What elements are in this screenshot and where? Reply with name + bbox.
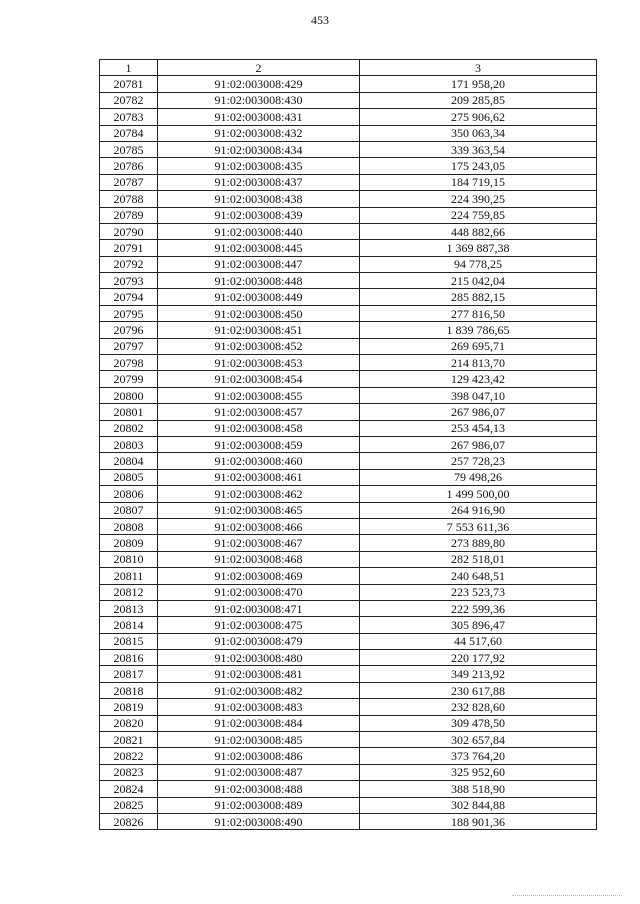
table-row <box>100 748 597 764</box>
table-row <box>100 502 597 518</box>
row-number-cell: 20812 <box>100 584 158 600</box>
value-cell: 373 764,20 <box>360 748 597 764</box>
table-row <box>100 600 597 616</box>
page-number: 453 <box>311 13 329 27</box>
table-row <box>100 518 597 534</box>
row-number-cell: 20821 <box>100 732 158 748</box>
row-number-cell: 20823 <box>100 764 158 780</box>
table-row <box>100 387 597 403</box>
row-number-cell: 20820 <box>100 715 158 731</box>
cadastral-number-cell: 91:02:003008:489 <box>158 797 360 813</box>
cadastral-number-cell: 91:02:003008:452 <box>158 338 360 354</box>
table-row <box>100 797 597 813</box>
row-number-cell: 20811 <box>100 568 158 584</box>
cadastral-number-cell: 91:02:003008:458 <box>158 420 360 436</box>
row-number-cell: 20792 <box>100 256 158 272</box>
cadastral-number-cell: 91:02:003008:430 <box>158 92 360 108</box>
row-number-cell: 20806 <box>100 486 158 502</box>
cadastral-number-cell: 91:02:003008:454 <box>158 371 360 387</box>
row-number-cell: 20788 <box>100 191 158 207</box>
value-cell: 209 285,85 <box>360 92 597 108</box>
table-row <box>100 174 597 190</box>
table-row <box>100 125 597 141</box>
row-number-cell: 20814 <box>100 617 158 633</box>
table-row <box>100 404 597 420</box>
table-row <box>100 568 597 584</box>
value-cell: 215 042,04 <box>360 273 597 289</box>
value-cell: 264 916,90 <box>360 502 597 518</box>
row-number-cell: 20793 <box>100 273 158 289</box>
table-row <box>100 535 597 551</box>
value-cell: 79 498,26 <box>360 469 597 485</box>
table-row <box>100 469 597 485</box>
row-number-cell: 20808 <box>100 518 158 534</box>
value-cell: 1 839 786,65 <box>360 322 597 338</box>
cadastral-number-cell: 91:02:003008:438 <box>158 191 360 207</box>
row-number-cell: 20782 <box>100 92 158 108</box>
table-row <box>100 141 597 157</box>
value-cell: 188 901,36 <box>360 813 597 829</box>
cadastral-number-cell: 91:02:003008:457 <box>158 404 360 420</box>
table-row <box>100 420 597 436</box>
cadastral-number-cell: 91:02:003008:487 <box>158 764 360 780</box>
header-row <box>100 60 597 76</box>
row-number-cell: 20805 <box>100 469 158 485</box>
cadastral-number-cell: 91:02:003008:460 <box>158 453 360 469</box>
value-cell: 388 518,90 <box>360 781 597 797</box>
value-cell: 275 906,62 <box>360 109 597 125</box>
row-number-cell: 20826 <box>100 813 158 829</box>
table-row <box>100 273 597 289</box>
row-number-cell: 20819 <box>100 699 158 715</box>
table-row <box>100 158 597 174</box>
row-number-cell: 20822 <box>100 748 158 764</box>
row-number-cell: 20815 <box>100 633 158 649</box>
cadastral-number-cell: 91:02:003008:429 <box>158 76 360 92</box>
cadastral-number-cell: 91:02:003008:486 <box>158 748 360 764</box>
table-row <box>100 781 597 797</box>
row-number-cell: 20799 <box>100 371 158 387</box>
cadastral-number-cell: 91:02:003008:488 <box>158 781 360 797</box>
table-row <box>100 764 597 780</box>
row-number-cell: 20796 <box>100 322 158 338</box>
row-number-cell: 20783 <box>100 109 158 125</box>
table-row <box>100 371 597 387</box>
value-cell: 349 213,92 <box>360 666 597 682</box>
header-cell-2: 2 <box>158 60 360 76</box>
cadastral-number-cell: 91:02:003008:470 <box>158 584 360 600</box>
table-row <box>100 551 597 567</box>
row-number-cell: 20797 <box>100 338 158 354</box>
row-number-cell: 20786 <box>100 158 158 174</box>
cadastral-number-cell: 91:02:003008:468 <box>158 551 360 567</box>
value-cell: 240 648,51 <box>360 568 597 584</box>
value-cell: 302 844,88 <box>360 797 597 813</box>
value-cell: 223 523,73 <box>360 584 597 600</box>
scan-artifact <box>512 895 622 898</box>
table-row <box>100 699 597 715</box>
cadastral-number-cell: 91:02:003008:432 <box>158 125 360 141</box>
table-row <box>100 256 597 272</box>
value-cell: 339 363,54 <box>360 141 597 157</box>
table-row <box>100 305 597 321</box>
register-table <box>99 59 597 830</box>
value-cell: 220 177,92 <box>360 650 597 666</box>
value-cell: 1 499 500,00 <box>360 486 597 502</box>
value-cell: 214 813,70 <box>360 355 597 371</box>
table-row <box>100 223 597 239</box>
value-cell: 184 719,15 <box>360 174 597 190</box>
cadastral-number-cell: 91:02:003008:431 <box>158 109 360 125</box>
cadastral-number-cell: 91:02:003008:467 <box>158 535 360 551</box>
cadastral-number-cell: 91:02:003008:451 <box>158 322 360 338</box>
value-cell: 129 423,42 <box>360 371 597 387</box>
cadastral-number-cell: 91:02:003008:453 <box>158 355 360 371</box>
row-number-cell: 20804 <box>100 453 158 469</box>
row-number-cell: 20807 <box>100 502 158 518</box>
value-cell: 273 889,80 <box>360 535 597 551</box>
cadastral-number-cell: 91:02:003008:462 <box>158 486 360 502</box>
row-number-cell: 20795 <box>100 305 158 321</box>
cadastral-number-cell: 91:02:003008:479 <box>158 633 360 649</box>
table-row <box>100 76 597 92</box>
value-cell: 230 617,88 <box>360 682 597 698</box>
value-cell: 309 478,50 <box>360 715 597 731</box>
table-row <box>100 584 597 600</box>
cadastral-number-cell: 91:02:003008:445 <box>158 240 360 256</box>
row-number-cell: 20794 <box>100 289 158 305</box>
value-cell: 224 390,25 <box>360 191 597 207</box>
cadastral-number-cell: 91:02:003008:480 <box>158 650 360 666</box>
table-row <box>100 453 597 469</box>
row-number-cell: 20798 <box>100 355 158 371</box>
row-number-cell: 20785 <box>100 141 158 157</box>
value-cell: 253 454,13 <box>360 420 597 436</box>
cadastral-number-cell: 91:02:003008:465 <box>158 502 360 518</box>
value-cell: 175 243,05 <box>360 158 597 174</box>
header-cell-1: 1 <box>100 60 158 76</box>
cadastral-number-cell: 91:02:003008:459 <box>158 436 360 452</box>
table-row <box>100 617 597 633</box>
cadastral-number-cell: 91:02:003008:448 <box>158 273 360 289</box>
table-row <box>100 92 597 108</box>
value-cell: 222 599,36 <box>360 600 597 616</box>
cadastral-number-cell: 91:02:003008:483 <box>158 699 360 715</box>
row-number-cell: 20803 <box>100 436 158 452</box>
row-number-cell: 20813 <box>100 600 158 616</box>
cadastral-number-cell: 91:02:003008:449 <box>158 289 360 305</box>
row-number-cell: 20784 <box>100 125 158 141</box>
table-row <box>100 682 597 698</box>
cadastral-number-cell: 91:02:003008:461 <box>158 469 360 485</box>
cadastral-number-cell: 91:02:003008:435 <box>158 158 360 174</box>
cadastral-number-cell: 91:02:003008:440 <box>158 223 360 239</box>
value-cell: 44 517,60 <box>360 633 597 649</box>
cadastral-number-cell: 91:02:003008:455 <box>158 387 360 403</box>
cadastral-number-cell: 91:02:003008:434 <box>158 141 360 157</box>
cadastral-number-cell: 91:02:003008:437 <box>158 174 360 190</box>
row-number-cell: 20817 <box>100 666 158 682</box>
table-row <box>100 650 597 666</box>
table-row <box>100 338 597 354</box>
row-number-cell: 20781 <box>100 76 158 92</box>
table-row <box>100 715 597 731</box>
row-number-cell: 20800 <box>100 387 158 403</box>
table-body <box>100 76 597 830</box>
table-row <box>100 322 597 338</box>
value-cell: 285 882,15 <box>360 289 597 305</box>
value-cell: 224 759,85 <box>360 207 597 223</box>
row-number-cell: 20787 <box>100 174 158 190</box>
row-number-cell: 20789 <box>100 207 158 223</box>
row-number-cell: 20801 <box>100 404 158 420</box>
table-row <box>100 732 597 748</box>
value-cell: 282 518,01 <box>360 551 597 567</box>
cadastral-number-cell: 91:02:003008:471 <box>158 600 360 616</box>
table-row <box>100 191 597 207</box>
row-number-cell: 20816 <box>100 650 158 666</box>
value-cell: 325 952,60 <box>360 764 597 780</box>
value-cell: 267 986,07 <box>360 404 597 420</box>
table-row <box>100 486 597 502</box>
cadastral-number-cell: 91:02:003008:482 <box>158 682 360 698</box>
table-row <box>100 109 597 125</box>
row-number-cell: 20809 <box>100 535 158 551</box>
row-number-cell: 20818 <box>100 682 158 698</box>
value-cell: 302 657,84 <box>360 732 597 748</box>
cadastral-number-cell: 91:02:003008:469 <box>158 568 360 584</box>
table-row <box>100 289 597 305</box>
cadastral-number-cell: 91:02:003008:490 <box>158 813 360 829</box>
table-row <box>100 633 597 649</box>
value-cell: 232 828,60 <box>360 699 597 715</box>
cadastral-number-cell: 91:02:003008:475 <box>158 617 360 633</box>
table-row <box>100 355 597 371</box>
cadastral-number-cell: 91:02:003008:447 <box>158 256 360 272</box>
value-cell: 398 047,10 <box>360 387 597 403</box>
row-number-cell: 20824 <box>100 781 158 797</box>
row-number-cell: 20825 <box>100 797 158 813</box>
cadastral-number-cell: 91:02:003008:439 <box>158 207 360 223</box>
cadastral-number-cell: 91:02:003008:450 <box>158 305 360 321</box>
value-cell: 269 695,71 <box>360 338 597 354</box>
value-cell: 1 369 887,38 <box>360 240 597 256</box>
row-number-cell: 20802 <box>100 420 158 436</box>
header-cell-3: 3 <box>360 60 597 76</box>
row-number-cell: 20791 <box>100 240 158 256</box>
cadastral-number-cell: 91:02:003008:481 <box>158 666 360 682</box>
table-row <box>100 240 597 256</box>
value-cell: 267 986,07 <box>360 436 597 452</box>
table-row <box>100 436 597 452</box>
row-number-cell: 20810 <box>100 551 158 567</box>
value-cell: 171 958,20 <box>360 76 597 92</box>
value-cell: 448 882,66 <box>360 223 597 239</box>
value-cell: 7 553 611,36 <box>360 518 597 534</box>
value-cell: 350 063,34 <box>360 125 597 141</box>
value-cell: 305 896,47 <box>360 617 597 633</box>
value-cell: 277 816,50 <box>360 305 597 321</box>
cadastral-number-cell: 91:02:003008:484 <box>158 715 360 731</box>
value-cell: 257 728,23 <box>360 453 597 469</box>
cadastral-number-cell: 91:02:003008:466 <box>158 518 360 534</box>
table-row <box>100 813 597 829</box>
table-row <box>100 666 597 682</box>
row-number-cell: 20790 <box>100 223 158 239</box>
table-row <box>100 207 597 223</box>
value-cell: 94 778,25 <box>360 256 597 272</box>
cadastral-number-cell: 91:02:003008:485 <box>158 732 360 748</box>
